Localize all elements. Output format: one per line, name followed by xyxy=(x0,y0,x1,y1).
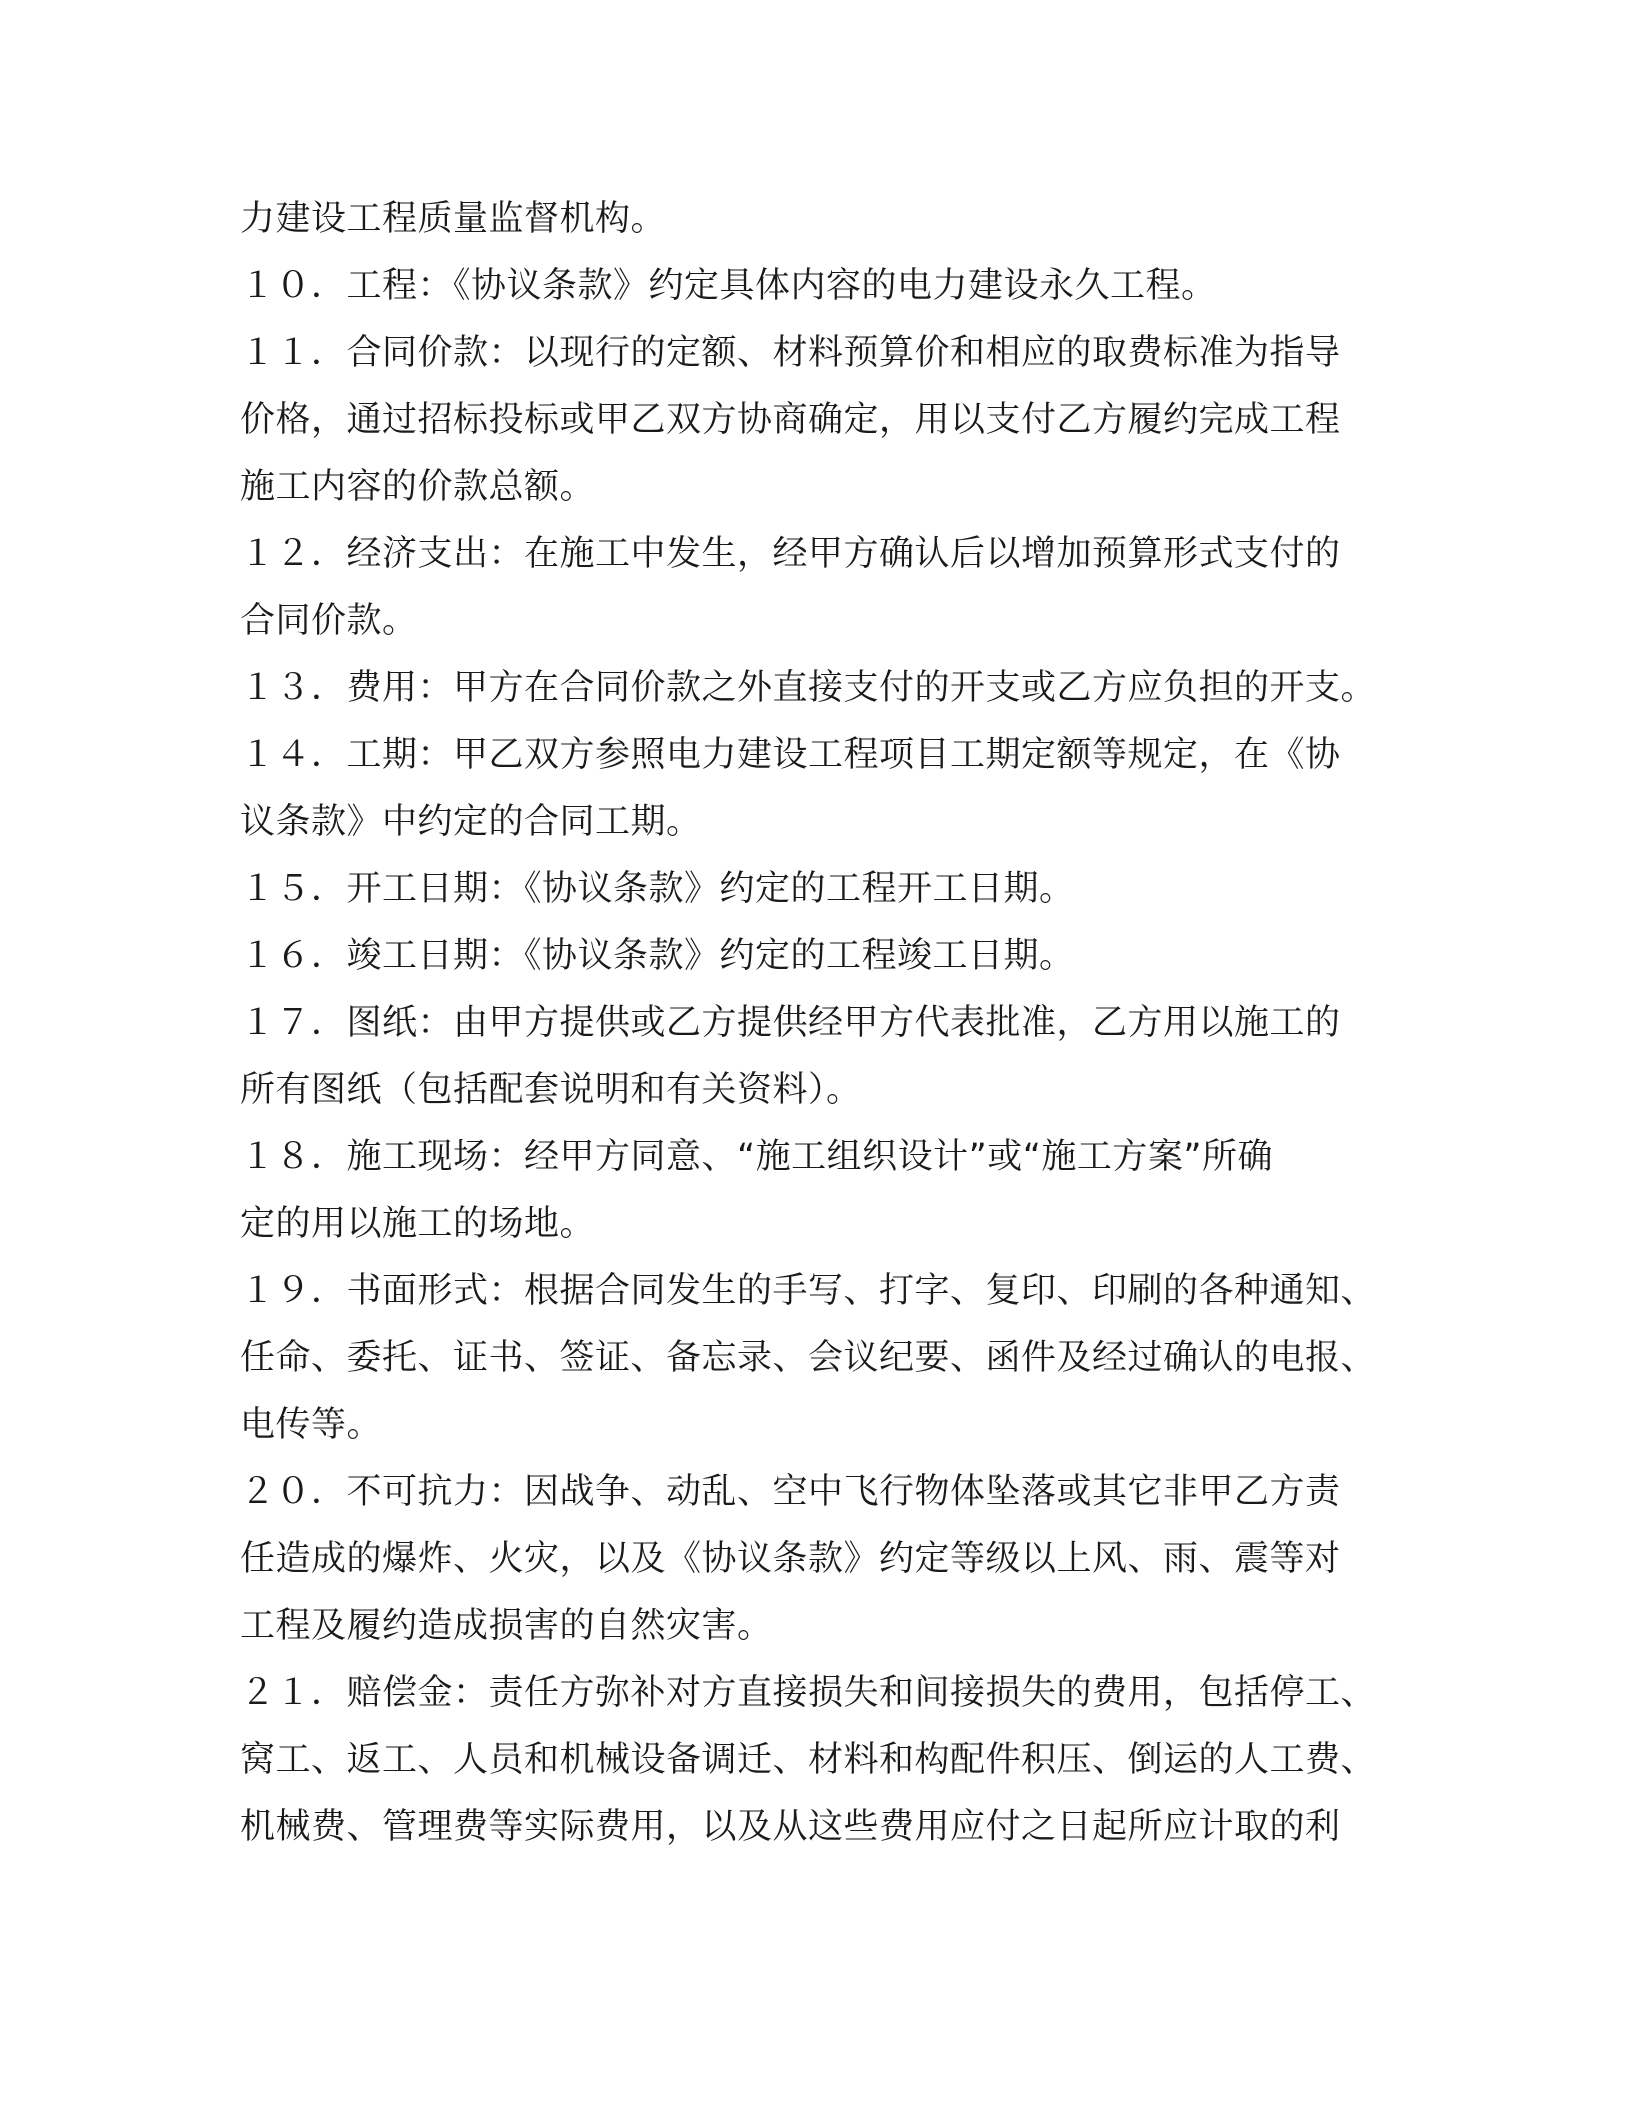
text-line: 施工内容的价款总额。 xyxy=(240,467,596,507)
text-line: 机械费、管理费等实际费用，以及从这些费用应付之日起所应计取的利 xyxy=(240,1807,1341,1847)
document-page xyxy=(240,186,1396,1861)
text-line: １２．经济支出：在施工中发生，经甲方确认后以增加预算形式支付的 xyxy=(240,534,1341,574)
text-line: 工程及履约造成损害的自然灾害。 xyxy=(240,1606,773,1646)
text-line: １１．合同价款：以现行的定额、材料预算价和相应的取费标准为指导 xyxy=(240,333,1341,373)
text-line: １５．开工日期：《协议条款》约定的工程开工日期。 xyxy=(240,869,1075,909)
text-line: １７．图纸：由甲方提供或乙方提供经甲方代表批准，乙方用以施工的 xyxy=(240,1003,1341,1043)
text-line: １９．书面形式：根据合同发生的手写、打字、复印、印刷的各种通知、 xyxy=(240,1271,1377,1311)
text-line: 合同价款。 xyxy=(240,601,418,641)
text-line: 电传等。 xyxy=(240,1405,383,1445)
text-line: 定的用以施工的场地。 xyxy=(240,1204,596,1244)
text-line: １８．施工现场：经甲方同意、“施工组织设计”或“施工方案”所确 xyxy=(240,1137,1274,1177)
text-line: ２１．赔偿金：责任方弥补对方直接损失和间接损失的费用，包括停工、 xyxy=(240,1673,1377,1713)
text-line: 任造成的爆炸、火灾，以及《协议条款》约定等级以上风、雨、震等对 xyxy=(240,1539,1341,1579)
text-line: １４．工期：甲乙双方参照电力建设工程项目工期定额等规定，在《协 xyxy=(240,735,1341,775)
text-line: 价格，通过招标投标或甲乙双方协商确定，用以支付乙方履约完成工程 xyxy=(240,400,1341,440)
text-line: 议条款》中约定的合同工期。 xyxy=(240,802,702,842)
text-line: １０．工程：《协议条款》约定具体内容的电力建设永久工程。 xyxy=(240,266,1217,306)
text-line: 力建设工程质量监督机构。 xyxy=(240,199,667,239)
text-line: １６．竣工日期：《协议条款》约定的工程竣工日期。 xyxy=(240,936,1075,976)
text-line: 任命、委托、证书、签证、备忘录、会议纪要、函件及经过确认的电报、 xyxy=(240,1338,1377,1378)
text-line: 所有图纸（包括配套说明和有关资料）。 xyxy=(240,1070,862,1110)
text-line: １３．费用：甲方在合同价款之外直接支付的开支或乙方应负担的开支。 xyxy=(240,668,1377,708)
text-line: 窝工、返工、人员和机械设备调迁、材料和构配件积压、倒运的人工费、 xyxy=(240,1740,1377,1780)
text-line: ２０．不可抗力：因战争、动乱、空中飞行物体坠落或其它非甲乙方责 xyxy=(240,1472,1341,1512)
